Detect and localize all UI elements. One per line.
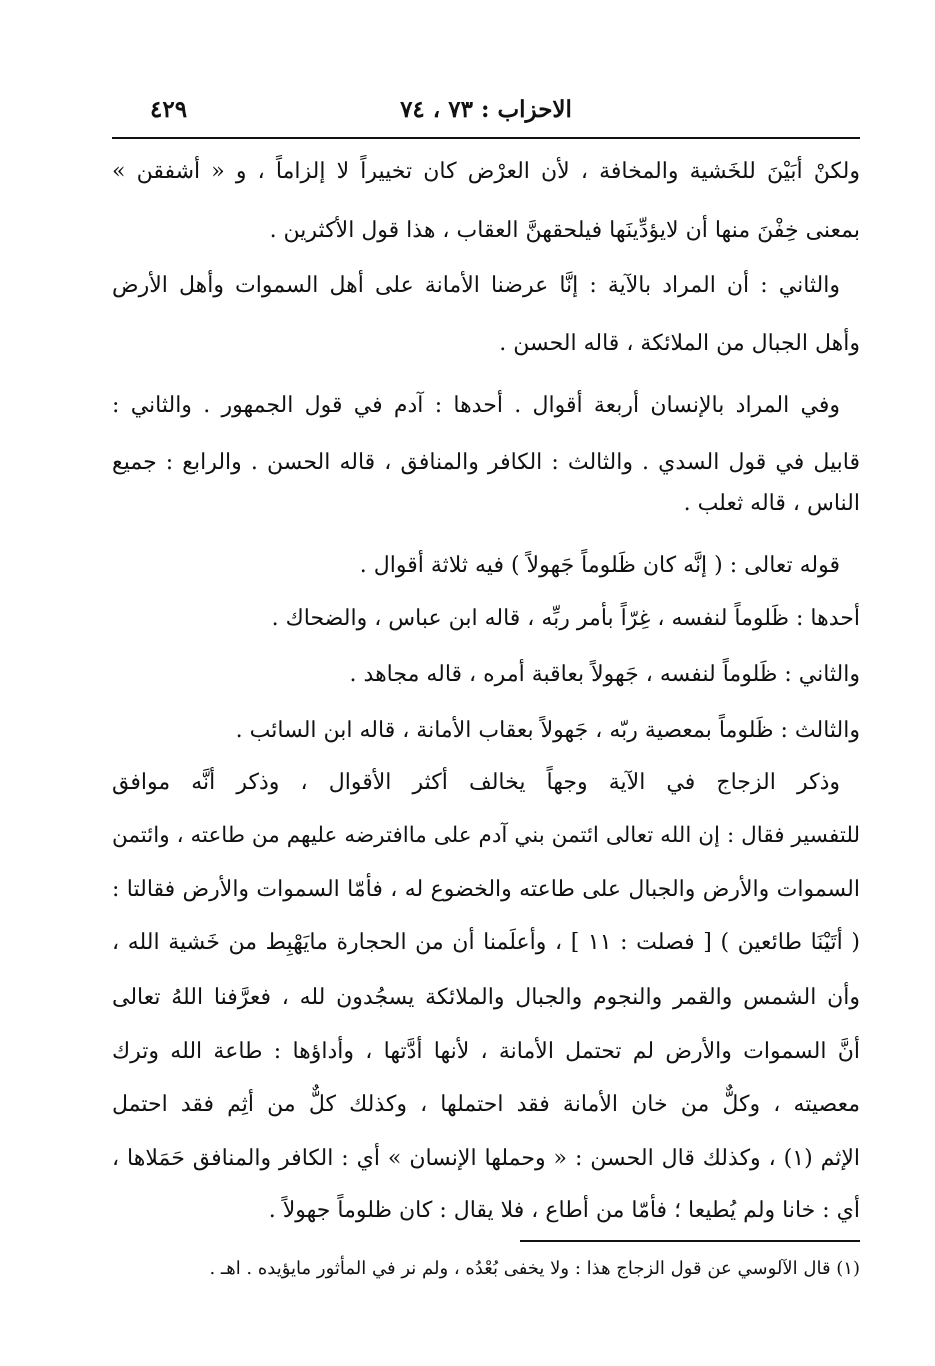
footnote-rule [520,1240,860,1242]
text-line: وذكر الزجاج في الآية وجهاً يخالف أكثر الأقوال ، وذكر أنَّه موافق [112,770,840,795]
text-line: وفي المراد بالإنسان أربعة أقوال . أحدها : آدم في قول الجمهور . والثاني : [112,393,840,418]
text-line: والثاني : أن المراد بالآية : إنَّا عرضنا الأمانة على أهل السموات وأهل الأرض [112,273,840,298]
text-line: بمعنى خِفْنَ منها أن لايؤدِّينَها فيلحقهنَّ العقاب ، هذا قول الأكثرين . [269,218,860,243]
header-rule [112,137,860,139]
text-line: أحدها : ظَلوماً لنفسه ، غِرّاً بأمر ربِّه ، قاله ابن عباس ، والضحاك . [271,606,860,631]
running-title: الاحزاب : ٧٣ ، ٧٤ [400,96,572,123]
page-header [112,92,860,132]
page-number: ٤٢٩ [150,96,188,123]
text-line: والثالث : ظَلوماً بمعصية ربّه ، جَهولاً بعقاب الأمانة ، قاله ابن السائب . [235,718,860,743]
text-line: أي : خانا ولم يُطيعا ؛ فأمّا من أطاع ، فلا يقال : كان ظلوماً جهولاً . [268,1198,860,1223]
text-line: الناس ، قاله ثعلب . [683,491,860,516]
text-line: الإثم (١) ، وكذلك قال الحسن : « وحملها الإنسان » أي : الكافر والمنافق حَمَلاها ، [112,1146,861,1171]
text-line: للتفسير فقال : إن الله تعالى ائتمن بني آدم على ماافترضه عليهم من طاعته ، وائتمن [112,823,860,848]
text-line: وأن الشمس والقمر والنجوم والجبال والملائكة يسجُدون لله ، فعرَّفنا اللهُ تعالى [112,985,860,1010]
text-line: أنَّ السموات والأرض لم تحتمل الأمانة ، لأنها أدَّتها ، وأداؤها : طاعة الله وترك [112,1039,860,1064]
text-line: معصيته ، وكلٌّ من خان الأمانة فقد احتملها ، وكذلك كلٌّ من أثِم فقد احتمل [112,1092,860,1117]
text-line: ( أتَيْنَا طائعين ) [ فصلت : ١١ ] ، وأعلَمنا أن من الحجارة مايَهْبِط من خَشية الله ، [112,930,860,955]
text-line: قوله تعالى : ( إنَّه كان ظَلوماً جَهولاً ) فيه ثلاثة أقوال . [359,553,840,578]
text-line: السموات والأرض والجبال على طاعته والخضوع له ، فأمّا السموات والأرض فقالتا : [112,877,860,902]
footnote: (١) قال الآلوسي عن قول الزجاج هذا : ولا يخفى بُعْدُه ، ولم نر في المأثور مايؤيده . اهـ . [209,1258,860,1279]
text-line: والثاني : ظَلوماً لنفسه ، جَهولاً بعاقبة أمره ، قاله مجاهد . [349,662,860,687]
text-line: ولكنْ أبَيْنَ للخَشية والمخافة ، لأن العرْض كان تخييراً لا إلزاماً ، و « أشفقن » [112,159,860,184]
text-line: قابيل في قول السدي . والثالث : الكافر والمنافق ، قاله الحسن . والرابع : جميع [112,450,860,475]
text-line: وأهل الجبال من الملائكة ، قاله الحسن . [499,331,860,356]
